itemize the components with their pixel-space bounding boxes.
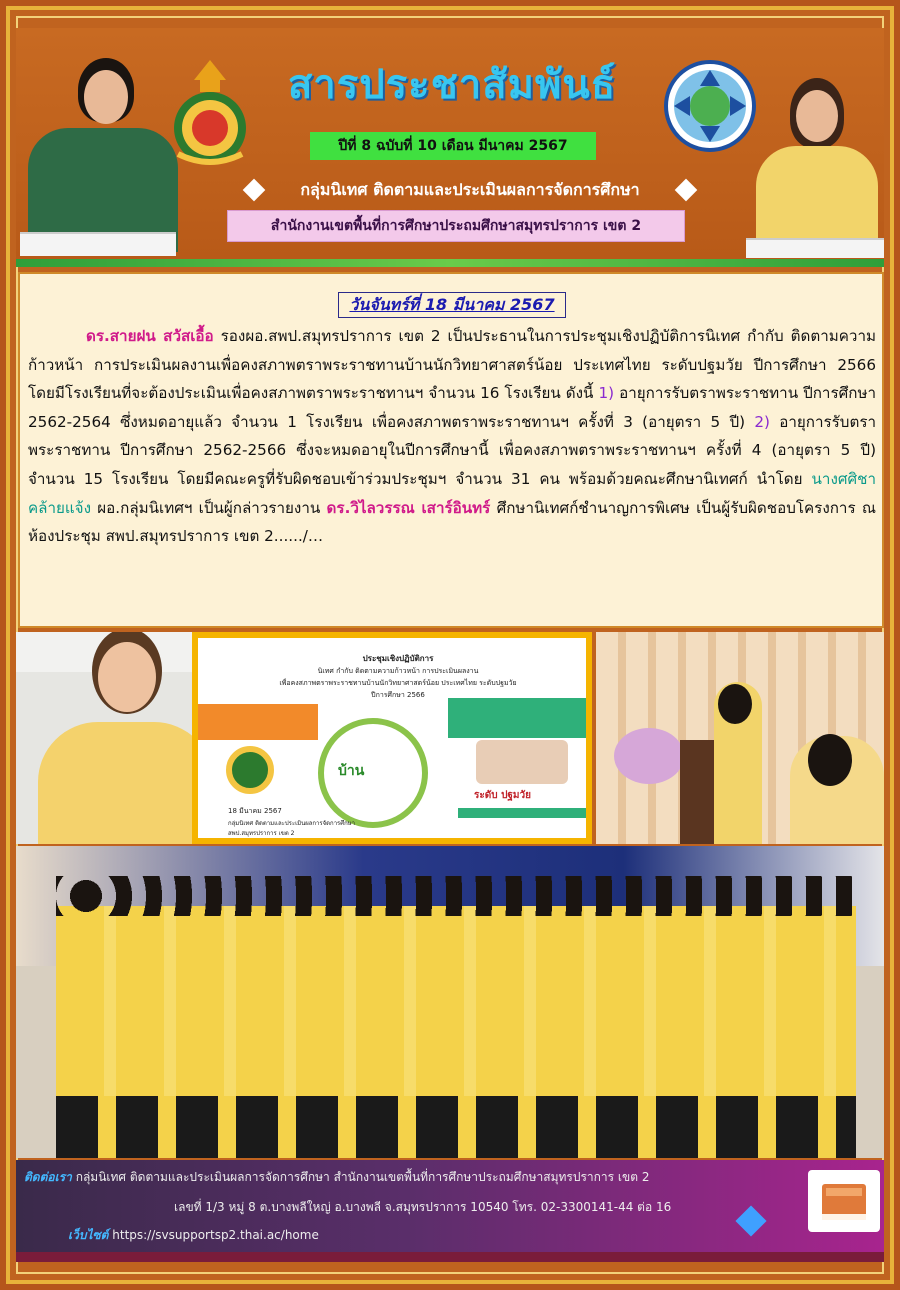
slide-org-2: สพป.สมุทรปราการ เขต 2 — [228, 830, 295, 837]
person-name-1: ดร.สายฝน สวัสเอื้อ — [86, 327, 214, 345]
office-arrows-logo — [664, 60, 756, 152]
slide-badge: ระดับ ปฐมวัย — [474, 790, 531, 801]
office-name: สำนักงานเขตพื้นที่การศึกษาประถมศึกษาสมุทรปราการ เขต 2 — [227, 210, 685, 242]
web-url[interactable]: https://svsupportsp2.thai.ac/home — [108, 1228, 319, 1242]
slide-photo — [192, 632, 592, 844]
speaker-photo — [16, 632, 194, 844]
contact-text: กลุ่มนิเทศ ติดตามและประเมินผลการจัดการศึกษา สำนักงานเขตพื้นที่การศึกษาประถมศึกษาสมุทรปราการ เขต 2 — [71, 1170, 650, 1184]
slide-logo-text: บ้าน — [338, 763, 365, 779]
issue-info: ปีที่ 8 ฉบับที่ 10 เดือน มีนาคม 2567 — [310, 132, 596, 160]
presenter-right-photo — [746, 72, 884, 258]
bottom-border — [16, 1252, 884, 1262]
article-text-3: อายุการรับตราพระราชทาน ปีการศึกษา 2562-2566 ซึ่งจะหมดอายุในปีการศึกษานี้ เพื่อคงสภาพตราพระราชทานฯ ครั้งที่ 4 (อายุตรา 5 ปี) จำนวน 15 โรงเรียน โดยมีคณะครูที่รับผิดชอบเข้าร่วมประชุมฯ จำนวน 31 คน พร้อมด้วยคณะศึกษานิเทศก์ นำโดย — [28, 412, 876, 488]
footer-web-line — [68, 1226, 319, 1245]
footer-contact-line — [24, 1168, 649, 1187]
presenter-left-photo — [20, 50, 176, 258]
slide-date: 18 มีนาคม 2567 — [228, 807, 282, 815]
person-name-3: ดร.วิไลวรรณ เสาร์อินทร์ — [326, 498, 491, 517]
article-text-2: อายุการรับตราพระราชทาน ปีการศึกษา 2562-2564 ซึ่งหมดอายุแล้ว จำนวน 1 โรงเรียน เพื่อคงสภาพตราพระราชทานฯ ครั้งที่ 3 (อายุตรา 5 ปี) — [28, 384, 876, 431]
article-body — [28, 322, 876, 551]
person-name-2: นางศศิชา คล้ายแจ้ง — [28, 469, 876, 517]
article-text-4: ผอ.กลุ่มนิเทศฯ เป็นผู้กล่าวรายงาน — [91, 498, 327, 517]
obec-emblem-logo — [170, 58, 250, 168]
slide-emblem-icon — [226, 746, 274, 794]
web-label: เว็บไซต์ — [68, 1228, 109, 1242]
header-divider — [16, 259, 884, 267]
newsletter-title: สารประชาสัมพันธ์ — [287, 62, 617, 108]
slide-line-4: ปีการศึกษา 2566 — [371, 691, 425, 699]
book-icon — [808, 1170, 880, 1232]
item-2-number: 2) — [754, 412, 770, 431]
group-photo — [16, 846, 884, 1158]
footer-contact — [16, 1160, 884, 1252]
group-name: กลุ่มนิเทศ ติดตามและประเมินผลการจัดการศึกษา — [300, 180, 640, 199]
slide-line-3: เพื่อคงสภาพตราพระราชทานบ้านนักวิทยาศาสตร์น้อย ประเทศไทย ระดับปฐมวัย — [279, 679, 517, 687]
slide-line-1: ประชุมเชิงปฏิบัติการ — [362, 654, 434, 663]
podium-photo — [596, 632, 884, 844]
slide-org-1: กลุ่มนิเทศ ติดตามและประเมินผลการจัดการศึกษา — [228, 820, 356, 827]
article-text-5: ศึกษานิเทศก์ชำนาญการพิเศษ เป็นผู้รับผิดชอบโครงการ ณ ห้องประชุม สพป.สมุทรปราการ เขต 2....../… — [28, 498, 876, 546]
article-text-1: รองผอ.สพป.สมุทรปราการ เขต 2 เป็นประธานในการประชุมเชิงปฏิบัติการนิเทศ กำกับ ติดตามความก้าวหน้า การประเมินผลงานเพื่อคงสภาพตราพระราชทานบ้านนักวิทยาศาสตร์น้อย ประเทศไทย ระดับปฐมวัย ปีการศึกษา 2566 โดยมีโรงเรียนที่จะต้องประเมินเพื่อคงสภาพตราพระราชทานฯ จำนวน 16 โรงเรียน ดังนี้ — [28, 327, 877, 403]
footer-diamond-icon — [735, 1205, 766, 1236]
contact-label: ติดต่อเรา — [24, 1170, 72, 1184]
article-date: วันจันทร์ที่ 18 มีนาคม 2567 — [338, 292, 566, 318]
item-1-number: 1) — [598, 384, 615, 403]
slide-line-2: นิเทศ กำกับ ติดตามความก้าวหน้า การประเมินผลงาน — [317, 667, 479, 675]
footer-address: เลขที่ 1/3 หมู่ 8 ต.บางพลีใหญ่ อ.บางพลี จ.สมุทรปราการ 10540 โทร. 02-3300141-44 ต่อ 16 — [174, 1200, 672, 1214]
slide-children-image — [476, 740, 568, 784]
